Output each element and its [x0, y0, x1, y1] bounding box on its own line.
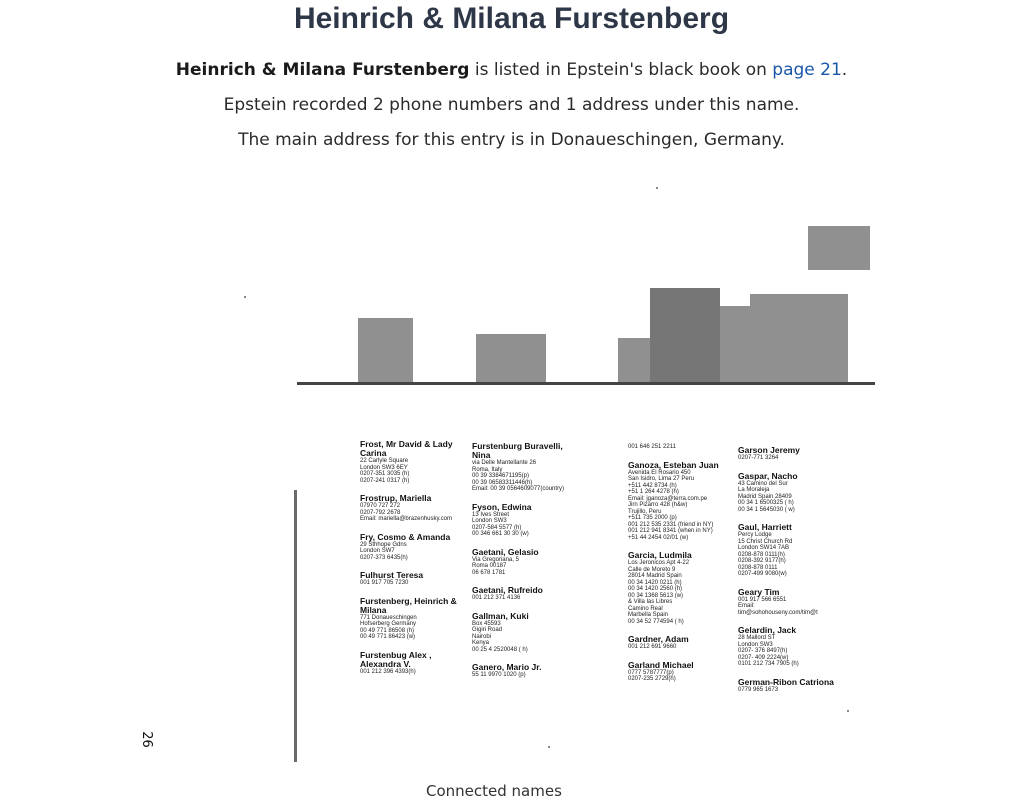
scan-page-number: 26: [138, 731, 154, 748]
entry-name: Geary Tim: [738, 586, 780, 597]
entry-details: 0207-771 3264: [738, 455, 779, 461]
directory-entry: [738, 472, 848, 514]
entry-name: Gardner, Adam: [628, 634, 689, 644]
entry-details: 07970 727 272 0207-792 2678 Email: mariella@brazenhusky.com: [360, 503, 453, 522]
address-summary: The main address for this entry is in Donaueschingen, Germany.: [238, 130, 785, 150]
entry-details: 22 Carlyle Square London SW3 6EY 0207-351 3035 (h) 0207-241 0317 (h): [360, 458, 410, 484]
directory-entry: [628, 461, 733, 542]
entry-name: Garson Jeremy: [738, 445, 800, 455]
entry-name: Gaetani, Gelasio: [472, 546, 539, 557]
scan-speck: [244, 296, 246, 298]
entry-name: Gaul, Harriett: [738, 522, 792, 532]
scan-tab-mark: [808, 226, 870, 270]
entry-name: Frostrup, Mariella: [360, 493, 432, 503]
entry-name: Fyson, Edwina: [472, 501, 532, 512]
scan-margin-line: [294, 490, 297, 762]
entry-details: 0779 965 1673: [738, 686, 779, 693]
directory-entry: [628, 444, 733, 451]
scan-speck: [656, 187, 658, 189]
entry-details: Los Jeronicos Apt 4-22 Calle de Moreto 9 28014 Madrid Spain 00 34 1420 0211 (h) 00 34 1420 2560 (h) 00 34 1368 5613 (w) & Villa las Libres Camino Real Marbella Spain 00 34 52 774594 ( h): [628, 560, 690, 625]
directory-entry: [472, 548, 577, 577]
period: .: [841, 60, 848, 80]
directory-entry: [628, 661, 733, 683]
page-link[interactable]: page 21: [772, 60, 842, 80]
entry-name: Furstenbug Alex , Alexandra V.: [360, 649, 432, 669]
entry-details: Percy Lodge 15 Christ Church Rd London SW14 7AB 0208-878 0111(h) 0208-392 9177(h) 0208-878 0111 0207-499 9080(w): [738, 532, 793, 577]
directory-entry: [738, 588, 848, 617]
directory-entry: [472, 663, 577, 679]
scan-tab-mark: [618, 338, 650, 384]
directory-entry: [738, 523, 848, 578]
entry-name: Frost, Mr David & Lady Carina: [360, 439, 453, 458]
directory-entry: [360, 597, 465, 641]
directory-entry: [360, 533, 465, 562]
entry-details: Via Gregoriana, 5 Roma 00187 06 678 1781: [472, 556, 519, 576]
scan-tab-mark: [720, 306, 750, 384]
page-title: Heinrich & Milana Furstenberg: [293, 2, 730, 35]
entry-details: Box 45593 Gigiri Road Nairobi Kenya 00 25 4 2520048 ( h): [472, 620, 528, 653]
directory-entry: [738, 626, 848, 668]
listed-text: is listed in Epstein's black book on: [469, 60, 773, 80]
directory-entry: [472, 442, 577, 493]
entry-details: 001 212 691 9660: [628, 644, 677, 650]
entry-details: 001 212 371 4136: [472, 595, 521, 601]
scan-tab-mark: [650, 288, 720, 384]
entry-name: Gallman, Kuki: [472, 610, 529, 621]
directory-entry: [360, 440, 465, 484]
entry-name: Fry, Cosmo & Amanda: [360, 531, 451, 542]
entry-name: Gaetani, Rufreido: [472, 585, 543, 595]
directory-column-1: [360, 440, 465, 685]
directory-entry: [360, 571, 465, 587]
entry-details: 0777 5787777(p) 0207-235 2729(h): [628, 669, 676, 682]
entry-name: Heinrich & Milana Furstenberg: [175, 60, 470, 80]
entry-details: 29 Sthhope Gdns London SW7 0207-373 6435(h): [360, 541, 408, 561]
entry-name: Garland Michael: [628, 659, 694, 670]
entry-details: 13 Ives Street London SW3 0207-584 5577 (h) 00 346 661 30 30 (w): [472, 511, 529, 537]
scan-speck: [847, 710, 849, 712]
directory-entry: [360, 651, 465, 676]
entry-name: Fulhurst Teresa: [360, 570, 424, 580]
scan-tab-mark: [358, 318, 413, 384]
directory-entry: [472, 612, 577, 654]
entry-name: Ganero, Mario Jr.: [472, 662, 542, 672]
directory-column-3: [628, 444, 733, 693]
directory-entry: [360, 494, 465, 523]
directory-column-2: [472, 442, 577, 689]
entry-details: 43 Camino del Sur La Moraleja Madrid Spain 28409 00 34 1 6500325 ( h) 00 34 1 5645030 ( w): [738, 480, 795, 513]
directory-column-4: [738, 446, 848, 703]
entry-details: 28 Mallord ST London SW3 0207- 376 8497(h) 0207- 409 2224(w) 0101 212 734 7905 (h): [738, 635, 799, 667]
connected-names-heading: Connected names: [426, 782, 562, 800]
entry-details: 001 646 251 2211: [628, 444, 676, 450]
phone-summary: Epstein recorded 2 phone numbers and 1 address under this name.: [223, 95, 800, 115]
entry-details: via Delle Mantellante 26 Roma, Italy 00 39 3384671195(p) 00 39 06583311446(h) Email: 00 39 0564609077(country): [472, 460, 565, 492]
directory-entry: [738, 446, 848, 462]
entry-name: Garcia, Ludmila: [628, 550, 692, 560]
directory-entry: [738, 678, 848, 694]
entry-details: 001 212 396 4393(h): [360, 668, 416, 675]
directory-entry: [628, 635, 733, 651]
entry-name: Gaspar, Nacho: [738, 470, 798, 481]
scan-speck: [548, 746, 550, 748]
entry-details: 55 11 9970 1020 (p): [472, 672, 526, 678]
entry-name: German-Ribon Catriona: [738, 676, 834, 687]
directory-entry: [628, 551, 733, 625]
entry-name: Gelardin, Jack: [738, 625, 797, 635]
scan-tab-mark: [476, 334, 546, 384]
scan-tab-mark: [750, 294, 848, 384]
entry-details: 001 917 705 7230: [360, 580, 409, 586]
entry-details: Avenida El Rosario 450 San Isidro, Lima 27 Peru +511 442 8734 (h) +51 1 264 4278 (h) Email: jganoza@terra.com.pe Jirn Pizarro 428 (h&w) Trujillo, Peru +511 735 2000 (p) 001 212 535 2331 (friend in NY) 001 212 941 8341 (when in NY) +51 44 2454 02/01 (w): [628, 469, 714, 541]
entry-name: Ganoza, Esteban Juan: [628, 459, 719, 470]
scan-edge-line: [297, 382, 875, 385]
entry-details: 771 Donaueschingen Hofserberg Germany 00 49 771 86508 (h) 00 49 771 86423 (w): [360, 614, 417, 640]
entry-details: 001 917 566 6551 Email: tim@sohohouseny.com/tim@t: [738, 596, 818, 616]
directory-entry: [472, 586, 577, 602]
listing-sentence: [0, 59, 1023, 81]
directory-entry: [472, 503, 577, 538]
entry-name: Furstenburg Buravelli, Nina: [472, 441, 563, 460]
entry-name: Furstenberg, Heinrich & Milana: [360, 595, 457, 615]
